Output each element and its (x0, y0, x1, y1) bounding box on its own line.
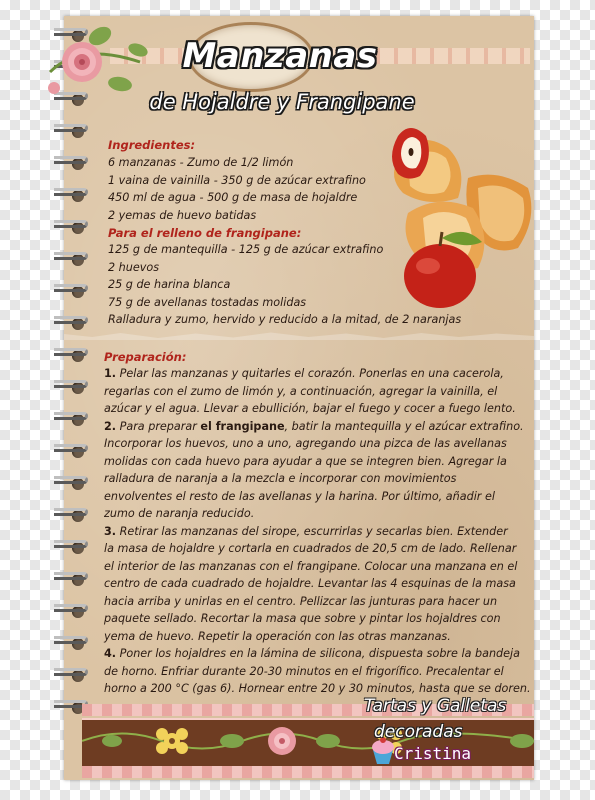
step-text: azúcar y el agua. Llevar a ebullición, bajar el fuego y cocer a fuego lento. (104, 402, 516, 415)
binding-ring (54, 316, 88, 324)
preparation-line (104, 437, 507, 450)
brand-subline: decoradas (374, 722, 463, 742)
step-text: Incorporar los huevos, uno a uno, agregando una pizca de las avellanas (104, 437, 507, 450)
preparation-heading: Preparación: (104, 350, 187, 364)
preparation-line (104, 595, 497, 608)
preparation-line (104, 612, 501, 625)
ingredient-line: 2 huevos (108, 260, 160, 274)
binding-ring (54, 572, 88, 580)
ingredient-line: 6 manzanas - Zumo de 1/2 limón (108, 156, 294, 169)
recipe-subtitle: de Hojaldre y Frangipane (149, 90, 415, 114)
binding-ring (54, 604, 88, 612)
step-text: Pelar las manzanas y quitarles el corazón. Ponerlas en una cacerola, (116, 367, 504, 380)
preparation-line (104, 560, 517, 573)
ingredient-line: Ralladura y zumo, hervido y reducido a la mitad, de 2 naranjas (108, 313, 462, 326)
preparation-line (104, 402, 516, 415)
step-number: 3. (104, 524, 117, 538)
ingredient-line: 125 g de mantequilla - 125 g de azúcar extrafino (108, 243, 384, 256)
ingredients-heading: Ingredientes: (108, 138, 196, 152)
preparation-line (104, 682, 531, 695)
brand-author: Cristina (394, 744, 472, 763)
ingredient-line: 2 yemas de huevo batidas (108, 208, 257, 222)
binding-ring (54, 444, 88, 452)
preparation-line (104, 630, 451, 643)
step-text: envolventes el resto de las avellanas y la harina. Por último, añadir el (104, 489, 495, 503)
step-text: yema de huevo. Repetir la operación con las otras manzanas. (104, 629, 451, 643)
step-text: centro de cada cuadrado de hojaldre. Levantar las 4 esquinas de la masa (104, 577, 516, 590)
step-text: horno a 200 °C (gas 6). Hornear entre 20 y 30 minutos, hasta que se doren. (104, 682, 531, 695)
binding-ring (54, 220, 88, 228)
step-number: 4. (104, 647, 117, 660)
preparation-line (104, 542, 516, 555)
ingredient-line: 1 vaina de vainilla - 350 g de azúcar extrafino (108, 173, 366, 187)
preparation-line (104, 525, 508, 538)
preparation-line (104, 507, 254, 520)
step-text: Retirar las manzanas del sirope, escurrirlas y secarlas bien. Extender (116, 524, 508, 538)
step-text: molidas con cada huevo para ayudar a que se integren bien. Agregar la (104, 454, 507, 468)
binding-ring (54, 252, 88, 260)
binding-ring (54, 412, 88, 420)
step-text: de horno. Enfriar durante 20-30 minutos en el frigorífico. Precalentar el (104, 664, 504, 678)
preparation-line (104, 455, 507, 468)
binding-ring (54, 284, 88, 292)
step-text: paquete sellado. Recortar la masa que sobre y pintar los hojaldres con (104, 612, 501, 625)
step-text: Para preparar (116, 419, 201, 433)
preparation-line (104, 385, 497, 398)
binding-ring (54, 348, 88, 356)
binding-ring (54, 188, 88, 196)
preparation-line (104, 665, 504, 678)
ingredient-line: 75 g de avellanas tostadas molidas (108, 295, 307, 309)
step-text: la masa de hojaldre y cortarla en cuadrados de 20,5 cm de lado. Rellenar (104, 542, 517, 555)
binding-ring (54, 124, 88, 132)
step-number: 2. (104, 419, 117, 433)
step-text: Poner los hojaldres en la lámina de silicona, dispuesta sobre la bandeja (116, 647, 520, 660)
step-text: el interior de las manzanas con el frangipane. Colocar una manzana en el (104, 559, 518, 573)
preparation-line (104, 420, 524, 433)
preparation-line (104, 647, 520, 660)
step-text: hacia arriba y unirlas en el centro. Pellizcar las junturas para hacer un (104, 594, 498, 608)
apple-pastry-image (378, 118, 538, 318)
brand-name: Tartas y Galletas (364, 696, 507, 716)
ingredient-line: 450 ml de agua - 500 g de masa de hojaldre (108, 191, 358, 204)
preparation-line (104, 367, 504, 380)
binding-ring (54, 156, 88, 164)
preparation-line (104, 577, 516, 590)
step-text: ralladura de naranja a la mezcla e incorporar con movimientos (104, 472, 457, 485)
step-text-rest: , batir la mantequilla y el azúcar extrafino. (284, 419, 524, 433)
frangipane-heading: Para el relleno de frangipane: (108, 226, 302, 240)
binding-ring (54, 508, 88, 516)
preparation-line (104, 490, 495, 503)
step-number: 1. (104, 367, 117, 380)
step-text: zumo de naranja reducido. (104, 507, 255, 520)
step-text: regarlas con el zumo de limón y, a continuación, agregar la vainilla, el (104, 384, 498, 398)
highlight-text: el frangipane (200, 419, 285, 433)
binding-ring (54, 540, 88, 548)
binding-ring (54, 476, 88, 484)
binding-ring (54, 380, 88, 388)
recipe-title: Manzanas (182, 36, 378, 76)
binding-ring (54, 636, 88, 644)
ingredient-line: 25 g de harina blanca (108, 278, 231, 291)
preparation-line (104, 472, 456, 485)
binding-ring (54, 668, 88, 676)
